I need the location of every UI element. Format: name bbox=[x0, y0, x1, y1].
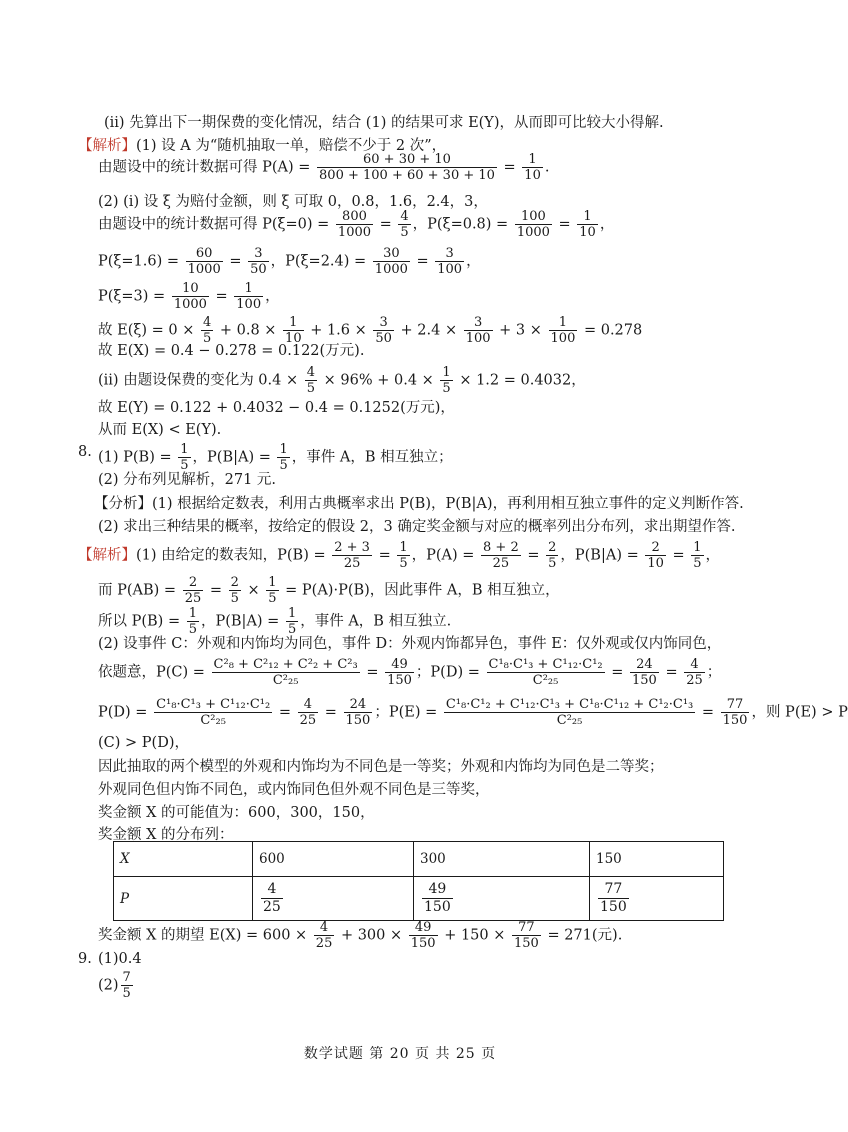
fraction bbox=[336, 209, 373, 240]
fraction bbox=[409, 920, 438, 951]
text: = bbox=[324, 704, 337, 721]
text: (2) bbox=[98, 977, 119, 994]
num: 7 bbox=[122, 970, 131, 985]
text: 由题设中的统计数据可得 P(A) = bbox=[98, 159, 311, 176]
page-footer: 数学试题 第 20 页 共 25 页 bbox=[303, 1046, 497, 1062]
text: ，P(B|A) = bbox=[560, 547, 639, 564]
num: 3 bbox=[373, 315, 394, 331]
num: 4 bbox=[306, 365, 316, 380]
q9-answer-2 bbox=[98, 970, 135, 1001]
fraction bbox=[630, 657, 659, 688]
den: 10 bbox=[285, 331, 302, 346]
text: + 150 × bbox=[444, 927, 506, 944]
q9-number: 9. bbox=[78, 951, 92, 967]
num: 4 bbox=[261, 881, 283, 899]
text: 故 E(ξ) = 0 × bbox=[98, 322, 195, 339]
den: 150 bbox=[722, 713, 748, 728]
analysis-text-ii: (ⅱ) 先算出下一期保费的变化情况，结合 (1) 的结果可求 E(Y)，从而即可比较大小得解. bbox=[104, 115, 664, 131]
text: + 3 × bbox=[499, 322, 542, 339]
text: × 1.2 = 0.4032， bbox=[459, 372, 586, 389]
den: 50 bbox=[375, 331, 392, 346]
den: 800 + 100 + 60 + 30 + 10 bbox=[319, 168, 495, 183]
den: 5 bbox=[548, 556, 557, 571]
xi-values-line: (2) (ⅰ) 设 ξ 为赔付金额，则 ξ 可取 0，0.8，1.6，2.4，3， bbox=[98, 194, 488, 210]
fraction bbox=[522, 152, 543, 183]
pa-line bbox=[98, 152, 549, 183]
den: 10 bbox=[579, 225, 596, 240]
num: C¹₈·C¹₃ + C¹₁₂·C¹₂ bbox=[488, 657, 603, 672]
q8-prize-rule-2: 外观同色但内饰不同色，或内饰同色但外观不同色是三等奖， bbox=[98, 782, 490, 798]
num: 24 bbox=[630, 657, 659, 673]
num: 8 + 2 bbox=[483, 540, 519, 555]
num: 4 bbox=[684, 657, 705, 673]
den: 5 bbox=[122, 986, 131, 1001]
den: 5 bbox=[230, 591, 239, 606]
den: C²₂₅ bbox=[272, 673, 299, 688]
jiexi-label: 【解析】 bbox=[78, 138, 136, 154]
q8-solution-3 bbox=[98, 606, 451, 637]
den: 5 bbox=[287, 622, 297, 637]
den: 10 bbox=[647, 556, 664, 571]
text: ，则 P(E) > P bbox=[751, 704, 848, 721]
num: 1 bbox=[234, 281, 263, 297]
text: = bbox=[665, 664, 678, 681]
num: 2 bbox=[183, 575, 204, 591]
den: 150 bbox=[424, 899, 451, 915]
q8-prob-line-1 bbox=[98, 657, 721, 688]
num: 2 bbox=[645, 540, 666, 556]
den: 25 bbox=[686, 673, 703, 688]
num: 100 bbox=[515, 209, 552, 225]
fraction bbox=[444, 697, 695, 728]
fraction bbox=[721, 697, 750, 728]
num: 1 bbox=[549, 315, 578, 331]
num: 4 bbox=[298, 697, 319, 713]
p-xi-line-3: P(ξ=3) = $\frac{10}{1000}$ = $\frac{1}{100}$ ， bbox=[98, 281, 280, 312]
q8-answer-1 bbox=[98, 442, 453, 473]
fraction bbox=[261, 881, 283, 916]
fraction bbox=[305, 365, 317, 396]
num: 1 bbox=[268, 575, 277, 590]
num: 4 bbox=[314, 920, 335, 936]
fraction bbox=[332, 540, 372, 571]
num: 24 bbox=[344, 697, 373, 713]
text: = 0.278 bbox=[583, 322, 643, 339]
text: ；P(D) = bbox=[415, 664, 480, 681]
text: ；P(E) = bbox=[374, 704, 438, 721]
den: C²₂₅ bbox=[532, 673, 559, 688]
p-xi-line-1: 由题设中的统计数据可得 P(ξ=0) = $\frac{800}{1000}$ = $\frac{4}{5}$ ，P(ξ=0.8) = $\frac{100}{1000}$ = $\frac{1}{10}$ ， bbox=[98, 209, 615, 240]
fraction bbox=[178, 442, 190, 473]
num: 1 bbox=[399, 540, 408, 555]
den: 150 bbox=[410, 936, 436, 951]
num: 49 bbox=[385, 657, 414, 673]
text: ，P(B|A) = bbox=[192, 449, 271, 466]
text: ； bbox=[706, 664, 722, 681]
fraction bbox=[286, 606, 298, 637]
den: 5 bbox=[268, 591, 277, 606]
den: 1000 bbox=[337, 225, 372, 240]
distribution-table bbox=[113, 841, 724, 921]
q8-analysis-1: 【分析】(1) 根据给定数表，利用古典概率求出 P(B)，P(B|A)，再利用相互独立事件的定义判断作答. bbox=[94, 496, 744, 512]
num: 1 bbox=[522, 152, 543, 168]
text: + 300 × bbox=[340, 927, 403, 944]
expectation-x-line: 故 E(X) = 0.4 − 0.278 = 0.122(万元). bbox=[98, 343, 365, 359]
text: (ⅱ) 由题设保费的变化为 0.4 × bbox=[98, 372, 299, 389]
text: 所以 P(B) = bbox=[98, 613, 181, 630]
num: C¹₈·C¹₃ + C¹₁₂·C¹₂ bbox=[156, 697, 271, 712]
fraction bbox=[577, 209, 598, 240]
fraction bbox=[398, 209, 410, 240]
fraction bbox=[121, 970, 133, 1001]
num: 1 bbox=[279, 442, 288, 457]
den: 25 bbox=[343, 556, 361, 571]
fraction bbox=[464, 315, 493, 346]
text: + 2.4 × bbox=[400, 322, 458, 339]
q8-solution-1: 【解析】(1) 由给定的数表知，P(B) = $\frac{2 + 3}{25}$ = $\frac{1}{5}$ ，P(A) = $\frac{8 + 2}{25}$ = $\frac{2}{5}$ ，P(B|A) = $\frac{2}{10}$ = $\frac{1}{5}$ ， bbox=[78, 540, 721, 571]
text: = bbox=[558, 216, 571, 233]
den: 150 bbox=[600, 899, 627, 915]
num: 1 bbox=[287, 606, 297, 621]
den: 100 bbox=[437, 262, 463, 277]
num: C²₈ + C²₁₂ + C²₂ + C²₃ bbox=[213, 657, 358, 672]
text: = bbox=[527, 547, 540, 564]
den: 100 bbox=[550, 331, 576, 346]
den: 5 bbox=[442, 381, 451, 396]
fraction bbox=[549, 315, 578, 346]
num: 77 bbox=[721, 697, 750, 713]
table-cell bbox=[590, 877, 724, 921]
fraction bbox=[373, 315, 394, 346]
text: (1) P(B) = bbox=[98, 449, 172, 466]
den: 10 bbox=[524, 168, 541, 183]
table-row bbox=[114, 842, 724, 877]
fraction bbox=[248, 246, 269, 277]
text: ，事件 A，B 相互独立； bbox=[291, 449, 453, 466]
table-header-x: X bbox=[114, 842, 253, 877]
jiexi-label: 【解析】 bbox=[78, 547, 136, 564]
text: + 1.6 × bbox=[310, 322, 367, 339]
text: P(ξ=3) = bbox=[98, 288, 166, 305]
num: 2 bbox=[230, 575, 239, 590]
text: = P(A)·P(B)，因此事件 A，B 相互独立， bbox=[285, 582, 560, 599]
text: + 0.8 × bbox=[219, 322, 277, 339]
fraction bbox=[344, 697, 373, 728]
num: 77 bbox=[512, 920, 541, 936]
num: 60 + 30 + 10 bbox=[317, 152, 497, 168]
fraction bbox=[515, 209, 552, 240]
den: 100 bbox=[236, 297, 262, 312]
text: = bbox=[416, 253, 429, 270]
num: 1 bbox=[442, 365, 451, 380]
table-cell: 300 bbox=[414, 842, 590, 877]
q8-answer-2: (2) 分布列见解析，271 元. bbox=[98, 472, 277, 488]
q8-prize-rule-1: 因此抽取的两个模型的外观和内饰均为不同色是一等奖；外观和内饰均为同色是二等奖； bbox=[98, 759, 664, 775]
num: 3 bbox=[248, 246, 269, 262]
den: 150 bbox=[632, 673, 657, 688]
num: 49 bbox=[422, 881, 453, 899]
num: 60 bbox=[186, 246, 223, 262]
num: 2 bbox=[548, 540, 557, 555]
fraction bbox=[314, 920, 335, 951]
q8-analysis-2: (2) 求出三种结果的概率，按给定的假设 2，3 确定奖金额与对应的概率列出分布列，求出期望作答. bbox=[98, 519, 736, 535]
text: = bbox=[379, 216, 392, 233]
fraction bbox=[422, 881, 453, 916]
fraction bbox=[266, 575, 278, 606]
text: . bbox=[544, 159, 550, 176]
text: = bbox=[229, 253, 242, 270]
den: 25 bbox=[492, 556, 510, 571]
num: 10 bbox=[172, 281, 209, 297]
den: C²₂₅ bbox=[556, 713, 583, 728]
text: = bbox=[503, 159, 516, 176]
den: 5 bbox=[400, 225, 409, 240]
den: 5 bbox=[306, 381, 316, 396]
den: 25 bbox=[299, 713, 317, 728]
den: 1000 bbox=[187, 262, 221, 277]
fraction bbox=[645, 540, 666, 571]
fraction bbox=[373, 246, 410, 277]
text: ，P(A) = bbox=[411, 547, 475, 564]
fraction bbox=[229, 575, 241, 606]
den: C²₂₅ bbox=[200, 713, 226, 728]
text: P(ξ=1.6) = bbox=[98, 253, 180, 270]
den: 1000 bbox=[374, 262, 408, 277]
q8-expectation bbox=[98, 920, 622, 951]
fraction bbox=[684, 657, 705, 688]
q8-number: 8. bbox=[78, 444, 92, 460]
text: = bbox=[672, 547, 685, 564]
fraction bbox=[598, 881, 629, 916]
den: 5 bbox=[188, 622, 197, 637]
num: 3 bbox=[464, 315, 493, 331]
text: ，P(ξ=0.8) = bbox=[412, 216, 509, 233]
fraction bbox=[691, 540, 703, 571]
den: 5 bbox=[399, 556, 408, 571]
den: 100 bbox=[465, 331, 491, 346]
num: 30 bbox=[373, 246, 410, 262]
fraction bbox=[487, 657, 605, 688]
den: 50 bbox=[250, 262, 267, 277]
fraction bbox=[186, 246, 223, 277]
table-header-p: P bbox=[114, 877, 253, 921]
num: 4 bbox=[202, 315, 212, 330]
num: 1 bbox=[577, 209, 598, 225]
den: 150 bbox=[514, 936, 539, 951]
q8-dist-title: 奖金额 X 的分布列： bbox=[98, 827, 234, 843]
den: 150 bbox=[387, 673, 412, 688]
text: 而 P(AB) = bbox=[98, 582, 177, 599]
num: 1 bbox=[693, 540, 702, 555]
num: 1 bbox=[283, 315, 304, 331]
num: 49 bbox=[409, 920, 438, 936]
fraction bbox=[154, 697, 272, 728]
q9-answer-1: (1)0.4 bbox=[98, 951, 142, 967]
den: 25 bbox=[315, 936, 333, 951]
fraction bbox=[234, 281, 263, 312]
text: = 271(元). bbox=[547, 927, 623, 944]
den: 5 bbox=[202, 331, 212, 346]
text: ，P(ξ=2.4) = bbox=[270, 253, 367, 270]
q8-solution-2: 而 P(AB) = $\frac{2}{25}$ = $\frac{2}{5}$ × $\frac{1}{5}$ = P(A)·P(B)，因此事件 A，B 相互独立， bbox=[98, 575, 560, 606]
text: × 96% + 0.4 × bbox=[323, 372, 434, 389]
fraction bbox=[212, 657, 360, 688]
text: = bbox=[378, 547, 391, 564]
text: = bbox=[278, 704, 291, 721]
fraction bbox=[546, 540, 558, 571]
fraction bbox=[317, 152, 497, 183]
text: P(D) = bbox=[98, 704, 148, 721]
num: 1 bbox=[180, 442, 189, 457]
text: = bbox=[215, 288, 228, 305]
p-xi-line-2: P(ξ=1.6) = $\frac{60}{1000}$ = $\frac{3}{50}$ ，P(ξ=2.4) = $\frac{30}{1000}$ = $\frac{3}{100}$ ， bbox=[98, 246, 481, 277]
q8-prob-compare: (C) > P(D)， bbox=[98, 735, 189, 751]
expectation-y-line: 故 E(Y) = 0.122 + 0.4032 − 0.4 = 0.1252(万元)， bbox=[98, 400, 455, 416]
fraction bbox=[440, 365, 452, 396]
fraction bbox=[435, 246, 464, 277]
num: 2 + 3 bbox=[334, 540, 370, 555]
fraction bbox=[183, 575, 204, 606]
den: 25 bbox=[263, 899, 281, 915]
num: 4 bbox=[400, 209, 409, 224]
q8-x-values: 奖金额 X 的可能值为：600，300，150， bbox=[98, 805, 375, 821]
fraction bbox=[172, 281, 209, 312]
premium-change-line bbox=[98, 365, 586, 396]
num: 1 bbox=[188, 606, 197, 621]
num: C¹₈·C¹₂ + C¹₁₂·C¹₃ + C¹₈·C¹₁₂ + C¹₂·C¹₃ bbox=[445, 697, 694, 712]
den: 5 bbox=[693, 556, 702, 571]
den: 5 bbox=[279, 458, 288, 473]
num: 800 bbox=[336, 209, 373, 225]
text: = bbox=[611, 664, 624, 681]
table-row bbox=[114, 877, 724, 921]
fraction bbox=[512, 920, 541, 951]
fraction bbox=[397, 540, 409, 571]
text: = bbox=[701, 704, 715, 721]
num: 3 bbox=[435, 246, 464, 262]
text: = bbox=[366, 664, 379, 681]
text: 依题意，P(C) = bbox=[98, 664, 205, 681]
fraction bbox=[187, 606, 199, 637]
fraction bbox=[298, 697, 319, 728]
text: ，P(B|A) = bbox=[200, 613, 280, 630]
text: ，事件 A，B 相互独立. bbox=[300, 613, 452, 630]
table-cell bbox=[414, 877, 590, 921]
q8-events-def: (2) 设事件 C：外观和内饰均为同色，事件 D：外观内饰都异色，事件 E：仅外观或仅内饰同色， bbox=[98, 636, 722, 652]
text: (1) 由给定的数表知，P(B) = bbox=[136, 547, 326, 564]
den: 1000 bbox=[516, 225, 550, 240]
compare-line: 从而 E(X) < E(Y). bbox=[98, 422, 222, 438]
den: 1000 bbox=[173, 297, 207, 312]
text: 奖金额 X 的期望 E(X) = 600 × bbox=[98, 927, 308, 944]
den: 25 bbox=[184, 591, 202, 606]
q8-prob-line-2 bbox=[98, 697, 848, 728]
table-cell: 600 bbox=[253, 842, 414, 877]
fraction bbox=[481, 540, 521, 571]
text: (1) 设 A 为“随机抽取一单，赔偿不少于 2 次”， bbox=[136, 138, 447, 154]
fraction bbox=[385, 657, 414, 688]
text: 由题设中的统计数据可得 P(ξ=0) = bbox=[98, 216, 330, 233]
den: 150 bbox=[345, 713, 371, 728]
fraction bbox=[277, 442, 289, 473]
num: 77 bbox=[598, 881, 629, 899]
table-cell bbox=[253, 877, 414, 921]
text: = bbox=[209, 582, 222, 599]
table-cell: 150 bbox=[590, 842, 724, 877]
den: 5 bbox=[180, 458, 189, 473]
